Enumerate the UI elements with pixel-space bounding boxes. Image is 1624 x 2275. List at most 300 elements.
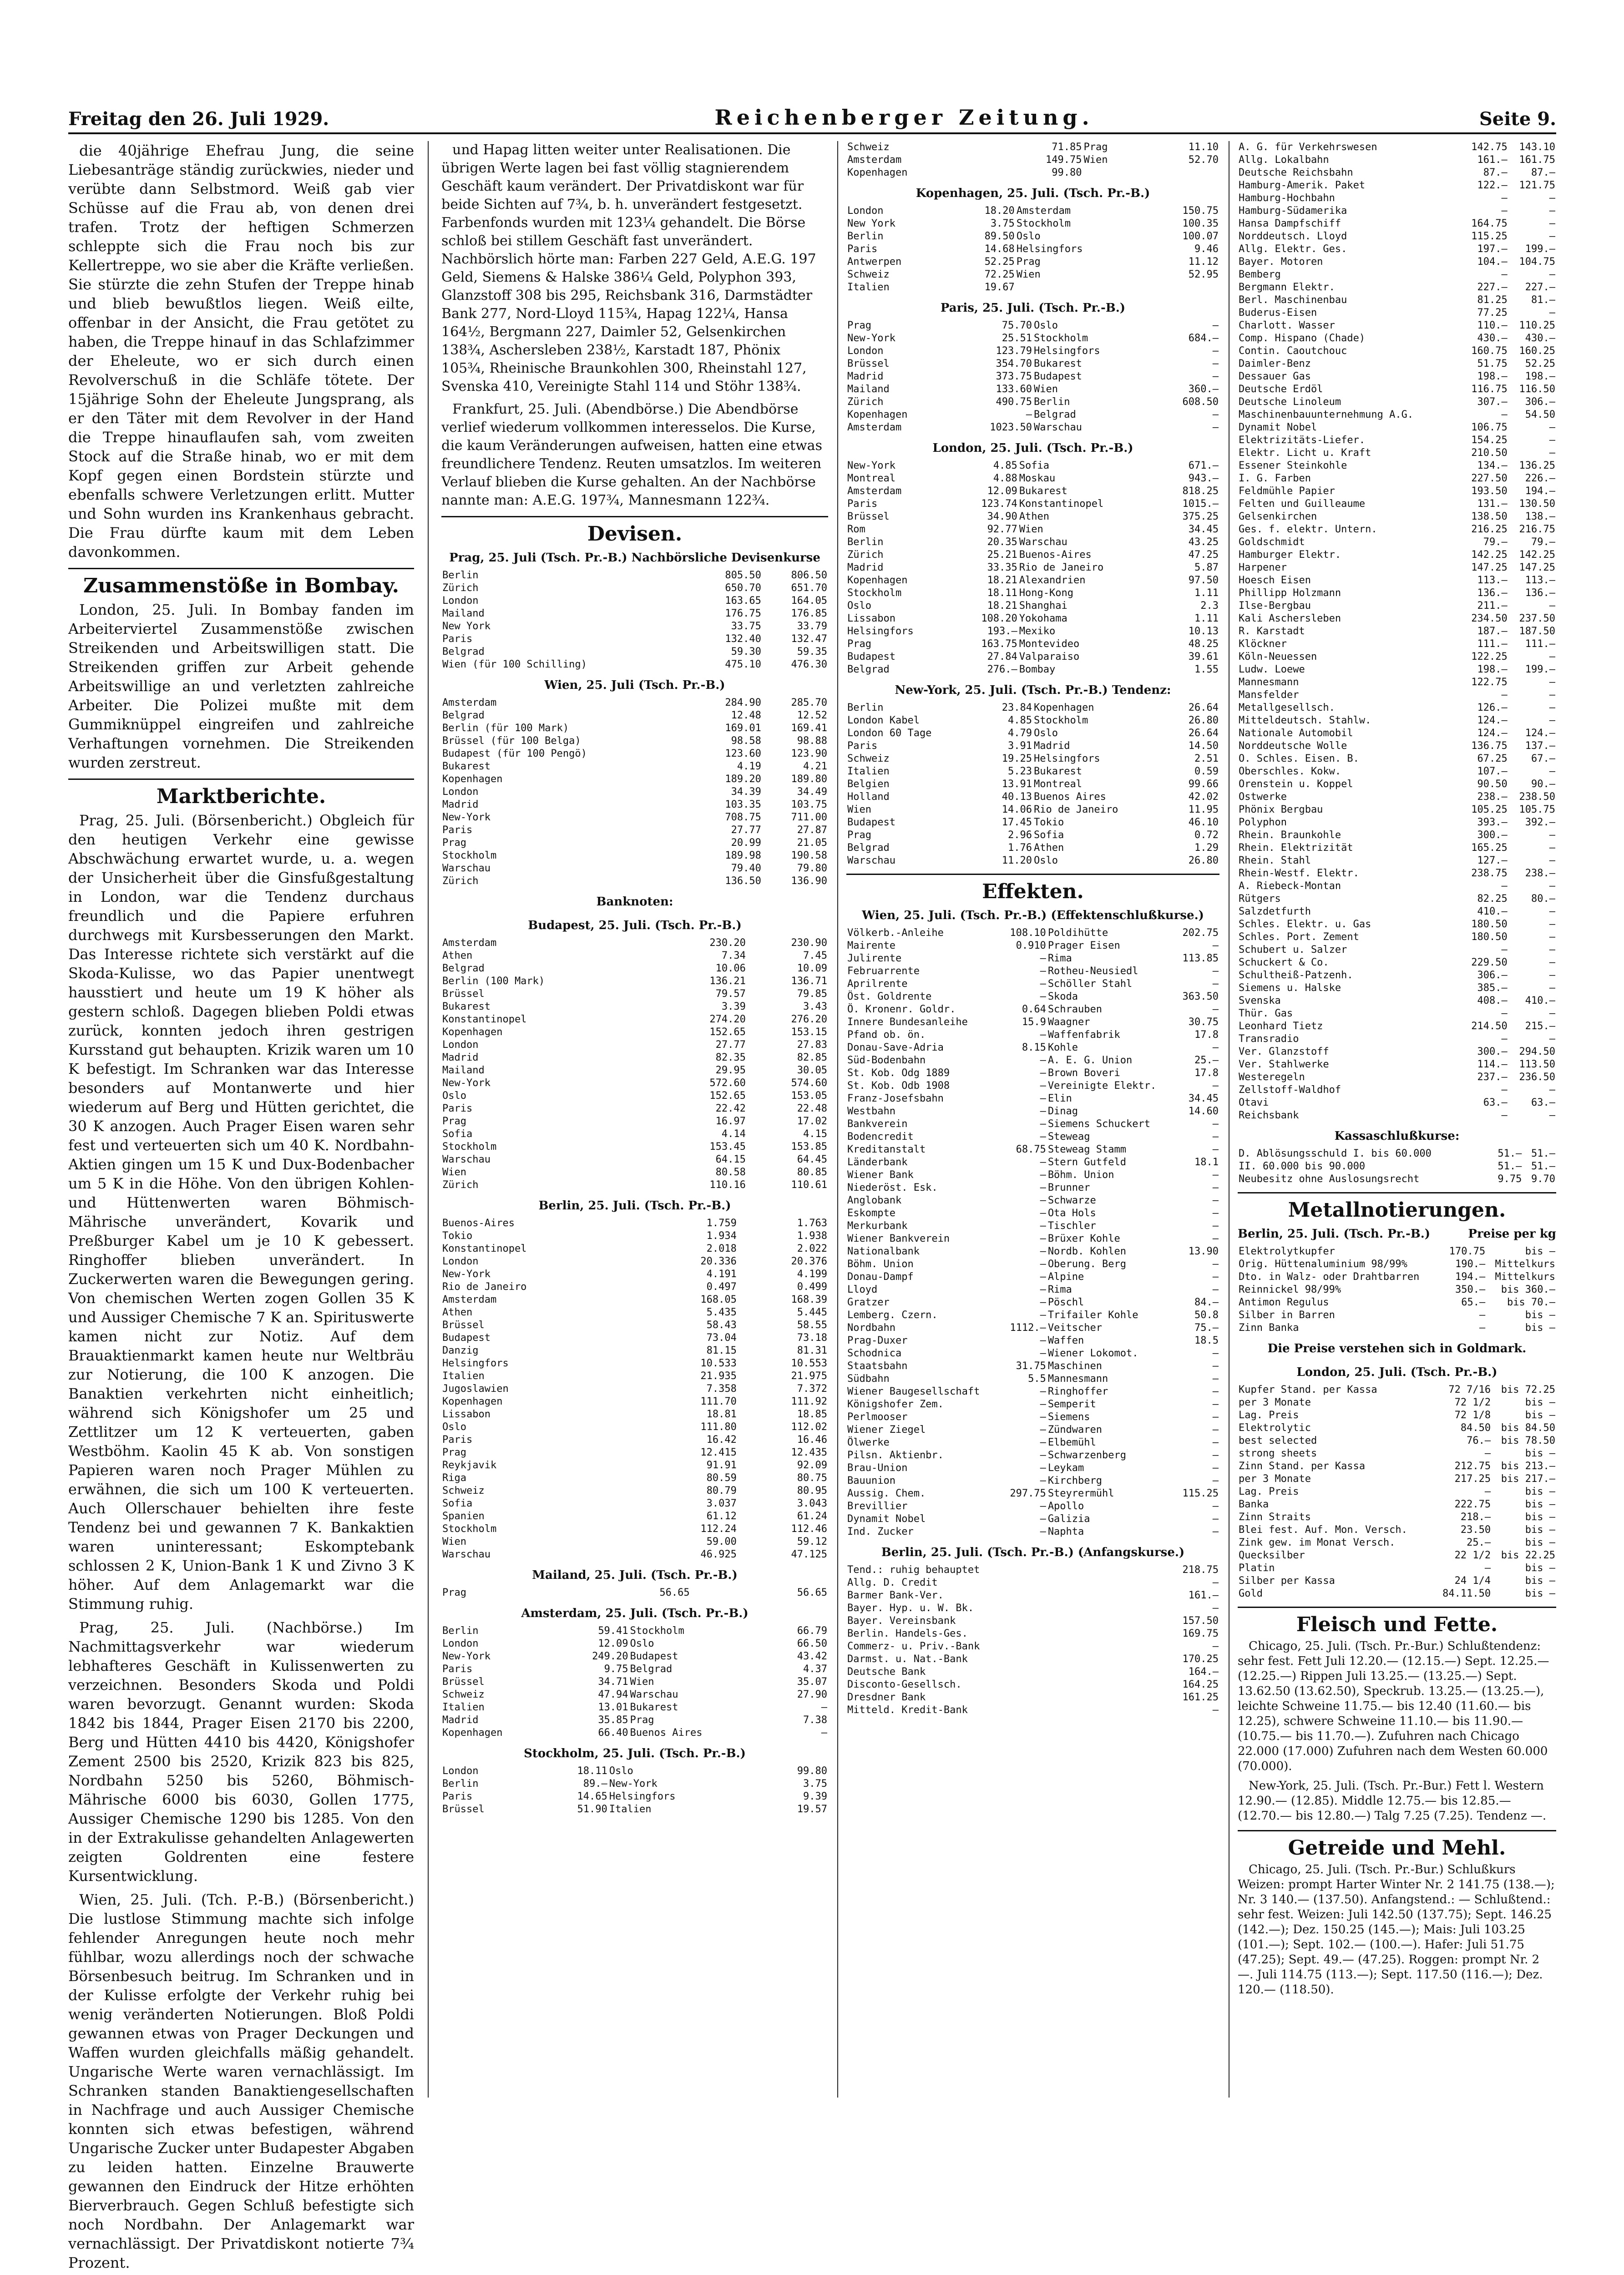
table-cell: Hamburg-Amerik. Paket [1239, 180, 1366, 191]
table-row [441, 1077, 828, 1090]
table-row [846, 332, 1219, 345]
table-cell: 198.— [1525, 371, 1555, 382]
table-cell: — [1212, 1373, 1219, 1385]
table-cell: Blei fest. Auf. Mon. Versch. [1239, 1524, 1407, 1536]
table-cell: — [1040, 966, 1046, 977]
table-cell: Alpine [1047, 1271, 1084, 1283]
table-cell: Hamburg-Südamerika [1239, 205, 1347, 217]
table-cell: Stockholm [1033, 333, 1088, 344]
table-row [1238, 1258, 1556, 1271]
table-cell: Tokio [442, 1230, 473, 1242]
divider [846, 874, 1219, 875]
table-cell: 3.43 [803, 1001, 827, 1012]
table-cell: bis — [1525, 1397, 1555, 1408]
table-cell: Warschau [1033, 422, 1082, 433]
table-cell: 136.50 [725, 875, 761, 887]
table-cell: — [1501, 1084, 1508, 1096]
table-devisen-newyork [846, 702, 1219, 867]
table-cell: New-York [442, 1269, 491, 1280]
table-cell: — [1212, 966, 1219, 977]
table-cell: Brau-Union [847, 1462, 908, 1474]
table-cell: 22 1/2 [1454, 1550, 1491, 1561]
table-row [846, 991, 1219, 1003]
table-cell: Allg. Lokalbahn [1239, 154, 1329, 166]
table-row [1238, 358, 1556, 370]
table-cell: — [1040, 1513, 1046, 1525]
table-cell: Brüxer Kohle [1047, 1233, 1120, 1244]
table-cell: — [1212, 1259, 1219, 1270]
table-row [1238, 612, 1556, 625]
table-cell: 307.— [1477, 396, 1508, 408]
table-cell: 212.75 [1454, 1461, 1491, 1472]
table-cell: 131.— [1477, 498, 1508, 510]
table-cell: Bukarest [1019, 485, 1067, 497]
table-cell: 123.74 [981, 498, 1017, 510]
table-cell: Silber in Barren [1239, 1309, 1335, 1321]
table-cell: 408.— [1477, 995, 1508, 1006]
column-rule [428, 141, 429, 2098]
table-cell: 132.47 [791, 633, 827, 645]
table-cell: 10.06 [715, 963, 746, 974]
table-cell: — [1479, 1309, 1486, 1321]
table-cell: 79.— [1483, 536, 1508, 548]
table-cell: Schodnica [847, 1348, 902, 1359]
table-cell: Rotheu-Neusiedl [1047, 966, 1138, 977]
table-devisen-paris [846, 319, 1219, 434]
table-cell: 153.45 [709, 1141, 746, 1153]
devisen-mailand-header: Mailand, 25. Juli. (Tsch. Pr.-B.) [532, 1568, 738, 1582]
table-row [441, 1548, 828, 1561]
table-cell: Oslo [1033, 320, 1058, 331]
table-cell: — [1549, 651, 1555, 662]
table-cell: 22.42 [715, 1103, 746, 1114]
report-wien: Wien, 25. Juli. (Tch. P.-B.) (Börsenbericht.) Die lustlose Stimmung machte sich infolge fehlender Anregungen heute noch mehr fühlbar, wozu allerdings noch der schwache Börsenbesuch beitrug. Im Schranken und in der Kulisse erfolgte der Verkehr ruhig bei wenig veränderten Notierungen. Bloß Poldi gewannen etwas von Prager Deckungen und Waffen wurden gleichfalls mäßig gehandelt. Ungarische Werte waren vernachlässigt. Im Schranken standen Banaktiengesellschaften in Nachfrage und auch Aussiger Chemische konnten sich etwas befestigen, während Ungarische Zucker unter Budapester Abgaben zu leiden hatten. Einzelne Brauwerte gewannen den Eindruck der Hitze erhöhten Bierverbrauch. Gegen Schluß befestigte sich noch Nordbahn. Der Anlagemarkt war vernachlässigt. Der Privatdiskont notierte 7¾ Prozent. [68, 1891, 414, 2271]
table-cell: Essener Steinkohle [1239, 460, 1347, 471]
table-cell: Westbahn [847, 1106, 895, 1117]
devisen-newyork-header: New-York, 25. Juli. (Tsch. Pr.-B.) Tendenz: [895, 683, 1171, 697]
table-cell: Silber per Kassa [1239, 1575, 1335, 1587]
table-row [1238, 1173, 1556, 1186]
table-cell: 238.— [1477, 791, 1508, 803]
table-cell: Schweiz [442, 1689, 485, 1700]
table-cell: 13.01 [598, 1702, 628, 1713]
table-cell: Sofia [442, 1128, 473, 1140]
table-cell: Pfand ob. ön. [847, 1029, 926, 1041]
table-row [846, 1411, 1219, 1424]
table-row [1238, 625, 1556, 638]
table-row [846, 1691, 1219, 1704]
table-cell: 18.5 [1194, 1335, 1219, 1346]
table-cell: 105.25 [1471, 804, 1508, 815]
table-cell: 52.25 [1525, 358, 1555, 369]
table-cell: Disconto-Gesellsch. [847, 1679, 962, 1690]
table-row [1238, 141, 1556, 154]
table-row [1238, 1058, 1556, 1071]
table-row [441, 786, 828, 799]
table-cell: — [1549, 205, 1555, 217]
table-cell: — [1549, 842, 1555, 854]
table-cell: Schweiz [847, 753, 890, 764]
table-cell: Bukarest [1033, 766, 1082, 777]
table-cell: — [1212, 1348, 1219, 1359]
table-cell: New-York [609, 1778, 658, 1790]
table-cell: Buenos-Aires [442, 1218, 515, 1229]
table-row [846, 1360, 1219, 1373]
table-cell: Feldmühle Papier [1239, 485, 1335, 497]
table-cell: 43.42 [797, 1651, 827, 1662]
table-cell: — [1212, 358, 1219, 369]
table-cell: 29.95 [715, 1065, 746, 1076]
table-cell: Sofia [1019, 460, 1050, 471]
table-cell: 7.45 [803, 950, 827, 961]
table-cell: Ges. f. elektr. Untern. [1239, 524, 1377, 535]
table-row [1238, 307, 1556, 319]
table-cell: 9.46 [1194, 243, 1219, 255]
table-row [441, 1701, 828, 1714]
table-row [441, 1306, 828, 1319]
table-cell: 238.50 [1519, 791, 1555, 803]
table-row [441, 1485, 828, 1497]
table-cell: — [1040, 1450, 1046, 1461]
table-cell: Platin [1239, 1562, 1275, 1574]
table-cell: Waffenfabrik [1047, 1029, 1120, 1041]
table-cell: Oslo [630, 1638, 654, 1649]
table-row [1238, 230, 1556, 243]
table-row [1238, 753, 1556, 765]
table-cell: Mailand [442, 608, 485, 619]
table-cell: Aprilrente [847, 978, 908, 990]
divider [1238, 1192, 1556, 1193]
table-row [846, 702, 1219, 714]
table-cell: 1.55 [1194, 664, 1219, 675]
table-row [846, 498, 1219, 511]
table-cell: Daimler-Benz [1239, 358, 1311, 369]
devisen-wien-header: Wien, 25. Juli (Tsch. Pr.-B.) [544, 678, 725, 692]
table-cell: 1.938 [797, 1230, 827, 1242]
table-cell: Zürich [442, 582, 479, 594]
table-cell: 274.20 [709, 1014, 746, 1025]
table-cell: 47.94 [598, 1689, 628, 1700]
table-row [1238, 167, 1556, 179]
table-cell: Bombay [1019, 664, 1056, 675]
table-cell: Spanien [442, 1511, 485, 1522]
table-row [1238, 778, 1556, 791]
table-row [1238, 638, 1556, 651]
table-cell: Rom [847, 524, 865, 535]
table-cell: 71.85 [1052, 142, 1082, 153]
table-cell: Donau-Dampf [847, 1271, 914, 1283]
table-cell: 80.59 [706, 1472, 737, 1484]
table-cell: Mittelkurs [1495, 1259, 1555, 1270]
table-row [441, 1497, 828, 1510]
table-row [441, 582, 828, 595]
table-row [1238, 332, 1556, 345]
table-cell: 190.— [1455, 1259, 1486, 1270]
table-cell: 113.— [1477, 575, 1508, 586]
table-cell: 0.497 [706, 1281, 737, 1293]
divider [1238, 1830, 1556, 1831]
table-cell: Brüssel [442, 1320, 485, 1331]
table-cell: 410.— [1477, 906, 1508, 917]
table-cell: 99.66 [1188, 779, 1219, 790]
table-cell: — [1040, 1309, 1046, 1321]
table-cell: best selected [1239, 1435, 1317, 1446]
table-cell: Tend.: ruhig behauptet [847, 1564, 980, 1576]
table-cell: 1015.— [1182, 498, 1219, 510]
table-cell: Helsingfors [1033, 753, 1100, 764]
table-cell: Deutsche Reichsbahn [1239, 167, 1353, 178]
table-cell: Dresdner Bank [847, 1692, 926, 1703]
table-cell: Wiener Ziegel [847, 1424, 926, 1436]
table-cell: 79.— [1531, 536, 1555, 548]
table-cell: Böhm. Union [1047, 1169, 1114, 1181]
table-cell: Warschau [847, 855, 895, 866]
table-cell: 4.19 [737, 761, 761, 772]
table-cell: strong sheets [1239, 1448, 1317, 1459]
table-row [1238, 918, 1556, 931]
table-cell: London [442, 595, 479, 607]
table-cell: 99.80 [797, 1765, 827, 1777]
table-cell: — [1040, 1284, 1046, 1295]
table-cell: 66.50 [797, 1638, 827, 1649]
table-row [846, 1105, 1219, 1118]
table-row [846, 940, 1219, 952]
table-cell: 168.05 [700, 1294, 737, 1305]
table-row [846, 1373, 1219, 1385]
table-cell: New-York [442, 1077, 491, 1089]
table-cell: Ver. Glanzstoff [1239, 1046, 1329, 1057]
table-cell: Alexandrien [1019, 575, 1086, 586]
table-row [441, 1141, 828, 1153]
table-row [846, 1156, 1219, 1169]
table-cell: 111.80 [700, 1421, 737, 1433]
table-cell: — [821, 1727, 827, 1739]
table-cell: Rio de Janeiro [1019, 562, 1104, 573]
table-cell: Völkerb.-Anleihe [847, 927, 944, 939]
table-cell: 198.— [1477, 664, 1508, 675]
table-cell: Bukarest [442, 761, 491, 772]
table-cell: Stockholm [442, 850, 497, 861]
table-cell: bis — [1525, 1246, 1555, 1257]
table-cell: 27.77 [731, 824, 761, 836]
table-cell: Sofia [1033, 829, 1064, 841]
table-cell: Zinn Stand. per Kassa [1239, 1461, 1366, 1472]
table-cell: 164.25 [1182, 1679, 1219, 1690]
table-row [1238, 1309, 1556, 1322]
table-cell: 170.25 [1182, 1653, 1219, 1665]
table-cell: 51.— [1498, 1148, 1522, 1159]
table-cell: — [1040, 1475, 1046, 1486]
table-cell: 112.02 [791, 1421, 827, 1433]
table-cell: 18.21 [987, 600, 1017, 612]
table-row [846, 1678, 1219, 1691]
devisen-paris-header: Paris, 25. Juli. (Tsch. Pr.-B.) [940, 301, 1126, 315]
table-cell: Amsterdam [847, 154, 902, 166]
table-cell: 66.40 [598, 1727, 628, 1739]
table-row [846, 319, 1219, 332]
table-cell: 81.15 [706, 1345, 737, 1356]
table-cell: 114.— [1477, 1059, 1508, 1070]
table-row [1238, 370, 1556, 383]
table-cell: 249.20 [592, 1651, 628, 1662]
table-row [441, 1128, 828, 1141]
table-cell: 711.00 [791, 812, 827, 823]
table-devisen-wien [441, 697, 828, 888]
table-cell: Zündwaren [1047, 1424, 1103, 1436]
table-cell: Shanghai [1019, 600, 1067, 612]
table-cell: 63.— [1483, 1097, 1508, 1108]
table-cell: Bukarest [1033, 358, 1082, 369]
table-cell: 113.85 [1182, 953, 1219, 964]
table-cell: 132.40 [725, 633, 761, 645]
table-cell: Metallgesellsch. [1239, 702, 1335, 713]
table-cell: 12.52 [797, 710, 827, 721]
table-cell: Franz-Josefsbahn [847, 1093, 944, 1104]
table-row [441, 1039, 828, 1052]
table-row [846, 1271, 1219, 1284]
table-cell: 0.64 [1022, 1004, 1046, 1015]
table-cell: — [1212, 422, 1219, 433]
table-row [1238, 880, 1556, 893]
table-row [1238, 192, 1556, 205]
table-cell: Paris [442, 1663, 473, 1675]
table-cell: bis — [1525, 1448, 1555, 1459]
table-row [441, 569, 828, 582]
table-cell: Helsingfors [1033, 345, 1100, 357]
table-row [1238, 905, 1556, 918]
table-cell: Siemens u. Halske [1239, 982, 1341, 994]
table-row [846, 1041, 1219, 1054]
table-cell: 34.90 [987, 511, 1017, 522]
table-effekten-berlin [846, 1564, 1219, 1717]
table-cell: 65.— [1461, 1297, 1486, 1308]
table-row [846, 663, 1219, 676]
table-cell: Nordb. Kohlen [1047, 1246, 1126, 1257]
table-cell: D. Ablösungsschuld I. bis 60.000 [1239, 1148, 1432, 1159]
table-row [441, 1408, 828, 1421]
table-cell: Athen [1033, 842, 1064, 854]
table-cell: Ringhoffer [1047, 1386, 1108, 1397]
table-cell: 3.75 [990, 218, 1015, 229]
table-cell: Konstantinopel [442, 1014, 527, 1025]
table-cell: 89.— [583, 1778, 607, 1790]
divider [1238, 1607, 1556, 1608]
table-cell: Paris [442, 1791, 473, 1802]
table-cell: 27.83 [797, 1039, 827, 1051]
table-cell: 51.— [1531, 1161, 1555, 1172]
table-row [441, 1052, 828, 1064]
report-chicago-getreide: Chicago, 25. Juli. (Tsch. Pr.-Bur.) Schlußkurs Weizen: prompt Harter Winter Nr. 2 141.75 (138.—); Nr. 3 140.— (137.50). Anfangstend.: — Schlußtend.: sehr fest. Weizen: Juli 142.50 (137.75); Sept. 146.25 (142.—); Dez. 150.25 (145.—); Mais: Juli 103.25 (101.—); Sept. 102.— (100.—). Hafer: Juli 51.75 (47.25); Sept. 49.— (47.25). Roggen: prompt Nr. 2 —. Juli 114.75 (113.—); Sept. 117.50 (116.—); Dez. 120.— (118.50). [1238, 1863, 1555, 1997]
table-cell: 1.11 [1194, 613, 1219, 624]
table-row [1238, 256, 1556, 268]
table-row [1238, 1160, 1556, 1173]
table-cell: Paris [847, 740, 878, 752]
table-cell: 25.51 [1002, 333, 1032, 344]
table-row [846, 1194, 1219, 1207]
table-row [441, 1790, 828, 1803]
table-row [441, 1115, 828, 1128]
table-cell: Reichsbank [1239, 1110, 1299, 1121]
table-cell: 17.8 [1194, 1029, 1219, 1041]
table-cell: Montreal [1033, 779, 1082, 790]
table-cell: Schweiz [847, 269, 890, 280]
table-cell: 300.— [1477, 1046, 1508, 1057]
table-row [441, 709, 828, 722]
table-row [1238, 447, 1556, 460]
table-cell: Ilse-Bergbau [1239, 600, 1311, 612]
table-cell: Warschau [442, 1154, 491, 1165]
table-row [441, 1230, 828, 1243]
table-row [441, 1001, 828, 1013]
table-cell: Ostwerke [1239, 791, 1287, 803]
table-cell: Maschinen [1047, 1360, 1103, 1372]
table-cell: Ind. Zucker [847, 1526, 914, 1537]
table-cell: Stockholm [1033, 715, 1088, 726]
table-row [1238, 498, 1556, 511]
table-cell: 276.— [987, 664, 1017, 675]
table-cell: Wien [630, 1676, 654, 1688]
table-cell: 82.35 [715, 1052, 746, 1063]
table-cell: Prag [630, 1714, 654, 1726]
table-row [846, 421, 1219, 434]
table-cell: 214.50 [1471, 1021, 1508, 1032]
table-row [846, 791, 1219, 804]
table-cell: 5.435 [706, 1307, 737, 1318]
table-cell: 218.— [1460, 1512, 1491, 1523]
table-cell: 12.435 [791, 1447, 827, 1458]
table-cell: — [1501, 269, 1508, 280]
table-cell: Otavi [1239, 1097, 1269, 1108]
table-row [1238, 1396, 1556, 1409]
table-cell: — [1549, 435, 1555, 446]
table-cell: 80.58 [715, 1167, 746, 1178]
newspaper-title: Reichenberger Zeitung. [714, 105, 1094, 130]
table-cell: 81.31 [797, 1345, 827, 1356]
table-cell: 805.50 [725, 570, 761, 581]
table-cell: Montevideo [1019, 638, 1080, 650]
table-row [846, 1564, 1219, 1577]
table-cell: Athen [442, 950, 473, 961]
table-cell: 14.50 [1188, 740, 1219, 752]
table-cell: Kirchberg [1047, 1475, 1103, 1486]
table-cell: New York [847, 218, 895, 229]
table-cell: 26.64 [1188, 728, 1219, 739]
table-row [846, 1118, 1219, 1131]
table-cell: — [1040, 1297, 1046, 1308]
table-row [1238, 383, 1556, 396]
table-cell: Warschau [442, 863, 491, 874]
table-row [1238, 1296, 1556, 1309]
table-cell: Mitteldeutsch. Stahlw. [1239, 715, 1371, 726]
article-continuation: die 40jährige Ehefrau Jung, die seine Liebesanträge ständig zurückwies, nieder und verübte dann Selbstmord. Weiß gab vier Schüsse auf die Frau ab, von denen drei trafen. Trotz der heftigen Schmerzen schleppte sich die Frau noch bis zur Kellertreppe, wo sie aber die Kräfte verließen. Sie stürzte die zehn Stufen der Treppe hinab und blieb bewußtlos liegen. Weiß eilte, offenbar in der Ansicht, die Frau getötet zu haben, die Treppe hinauf in das Schlafzimmer der Eheleute, wo er sich durch einen Revolverschuß in die Schläfe tötete. Der 15jährige Sohn der Eheleute Jungsprang, als er den Täter mit dem Revolver in der Hand die Treppe hinauflaufen sah, vom zweiten Stock auf die Straße hinab, wo er mit dem Kopf gegen einen Bordstein stürzte und ebenfalls schwere Verletzungen erlitt. Mutter und Sohn wurden ins Krankenhaus gebracht. Die Frau dürfte kaum mit dem Leben davonkommen. [68, 142, 414, 561]
table-cell: 199.— [1525, 664, 1555, 675]
table-cell: bis 72.25 [1501, 1384, 1555, 1395]
table-cell: 2.3 [1200, 600, 1219, 612]
table-row [441, 1434, 828, 1446]
table-metall-berlin [1238, 1245, 1556, 1335]
table-cell: 91.91 [706, 1460, 737, 1471]
table-row [1238, 829, 1556, 842]
table-cell: Brüssel [847, 358, 890, 369]
table-cell: bis 78.50 [1501, 1435, 1555, 1446]
table-cell: 684.— [1188, 333, 1219, 344]
table-cell: 116.75 [1471, 384, 1508, 395]
table-row [441, 1536, 828, 1548]
table-cell: Brüssel (für 100 Belga) [442, 735, 581, 747]
table-cell: 153.85 [791, 1141, 827, 1153]
table-cell: 26.64 [1188, 702, 1219, 713]
table-cell: Italien [609, 1804, 652, 1815]
